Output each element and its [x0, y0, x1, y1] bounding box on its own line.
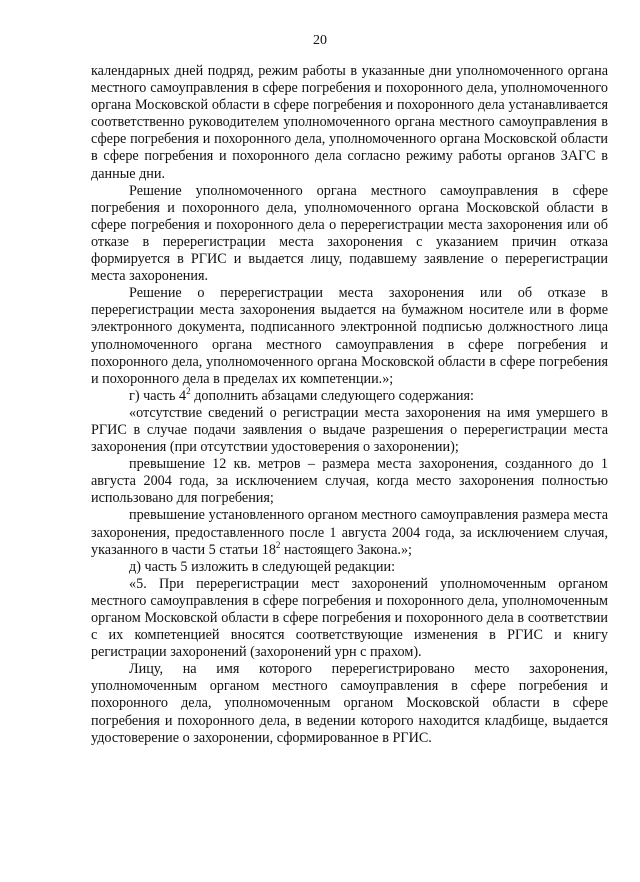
size-after-2004-superscript: 2 [275, 539, 281, 550]
amendment-g-text-end: дополнить абзацами следующего содержания: [190, 387, 474, 404]
amendment-g-superscript: 2 [186, 385, 191, 396]
paragraph-size-after-2004 [91, 507, 608, 558]
paragraph-amendment-g [91, 385, 608, 405]
page-number: 20 [313, 33, 327, 48]
paragraph-continuation: календарных дней подряд, режим работы в указанные дни уполномоченного органа местного самоуправления в сфере погребения и похоронного дела, уполномоченного органа Московской области в сфере погребения и похоронного дела устанавливается соответственно руководителем уполномоченного органа местного самоуправления в сфере погребения и похоронного дела, уполномоченного органа Московской области в сфере погребения и похоронного дела согласно режиму работы органов ЗАГС в данные дни. [91, 63, 608, 182]
size-after-2004-text-end: настоящего Закона.»; [280, 541, 412, 558]
paragraph-amendment-d: д) часть 5 изложить в следующей редакции: [129, 558, 396, 575]
document-body [91, 63, 608, 747]
paragraph-size-before-2004: превышение 12 кв. метров – размера места захоронения, созданного до 1 августа 2004 года, за исключением случая, когда место захоронения полностью использовано для погребения; [91, 456, 608, 507]
size-after-2004-text-start: превышение установленного органом местного самоуправления размера места захоронения, предоставленного после 1 августа 2004 года, за исключением случая, указанного в части 5 статьи 18 [91, 507, 608, 558]
paragraph-decision-issuance: Решение о перерегистрации места захоронения или об отказе в перерегистрации места захоронения выдается на бумажном носителе или в форме электронного документа, подписанного электронной подписью должностного лица уполномоченного органа местного самоуправления в сфере погребения и похоронного дела, уполномоченного органа Московской области в сфере погребения и похоронного дела в пределах их компетенции.»; [91, 285, 608, 387]
paragraph-certificate-issuance: Лицу, на имя которого перерегистрировано место захоронения, уполномоченным органом местного самоуправления в сфере погребения и похоронного дела, уполномоченным органом Московской области в сфере погребения и похоронного дела, в ведении которого находится кладбище, выдается удостоверение о захоронении, сформированное в РГИС. [91, 661, 608, 746]
amendment-g-text-start: г) часть 4 [129, 387, 187, 404]
paragraph-part-5: «5. При перерегистрации мест захоронений уполномоченным органом местного самоуправления в сфере погребения и похоронного дела, уполномоченным органом Московской области в сфере погребения и похоронного дела в соответствии с их компетенцией вносятся соответствующие изменения в РГИС и книгу регистрации захоронений (захоронений урн с прахом). [91, 575, 608, 661]
paragraph-no-registration-info: «отсутствие сведений о регистрации места захоронения на имя умершего в РГИС в случае подачи заявления о выдаче разрешения о перерегистрации места захоронения (при отсутствии удостоверения о захоронении); [91, 404, 608, 456]
paragraph-decision-formation: Решение уполномоченного органа местного самоуправления в сфере погребения и похоронного дела, уполномоченного органа Московской области в сфере погребения и похоронного дела о перерегистрации места захоронения или об отказе в перерегистрации места захоронения с указанием причин отказа формируется в РГИС и выдается лицу, подавшему заявление о перерегистрации места захоронения. [91, 182, 608, 285]
